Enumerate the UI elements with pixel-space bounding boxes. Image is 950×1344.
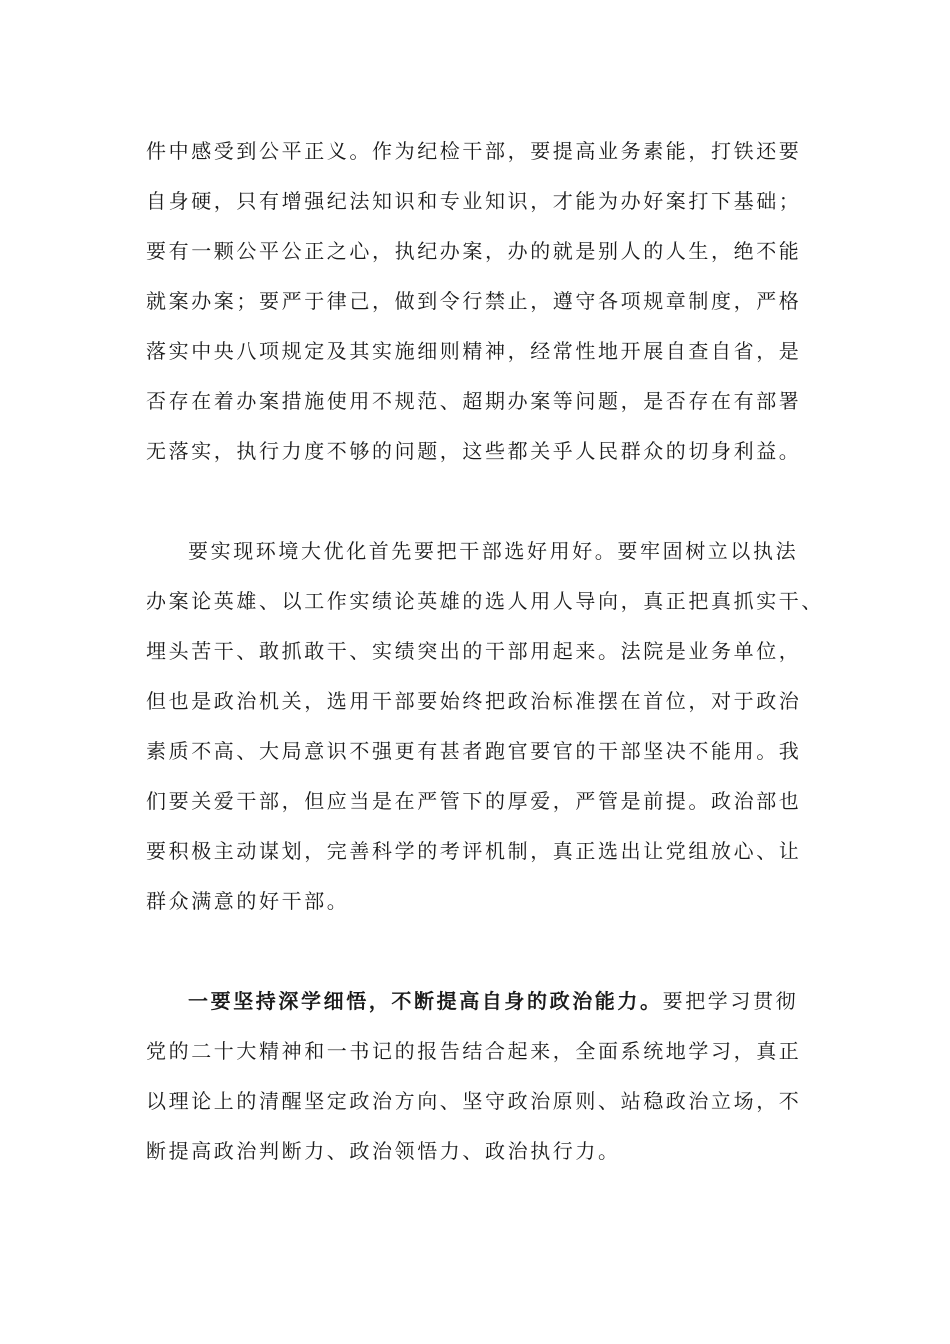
paragraph-1-line: 就案办案；要严于律己，做到令行禁止，遵守各项规章制度，严格 xyxy=(146,289,802,313)
paragraph-3-first-line-text: 要把学习贯彻 xyxy=(662,989,799,1013)
paragraph-2-line: 埋头苦干、敢抓敢干、实绩突出的干部用起来。法院是业务单位， xyxy=(146,639,802,663)
paragraph-2-line: 办案论英雄、以工作实绩论英雄的选人用人导向，真正把真抓实干、 xyxy=(146,589,824,613)
paragraph-2-line: 群众满意的好干部。 xyxy=(146,889,350,913)
paragraph-1-line: 无落实，执行力度不够的问题，这些都关乎人民群众的切身利益。 xyxy=(146,439,802,463)
paragraph-3-line: 以理论上的清醒坚定政治方向、坚守政治原则、站稳政治立场，不 xyxy=(146,1089,802,1113)
paragraph-1-line: 落实中央八项规定及其实施细则精神，经常性地开展自查自省，是 xyxy=(146,339,802,363)
paragraph-3-heading: 一要坚持深学细悟，不断提高自身的政治能力。 xyxy=(188,989,663,1013)
paragraph-3-line: 断提高政治判断力、政治领悟力、政治执行力。 xyxy=(146,1139,621,1163)
paragraph-1-line: 件中感受到公平正义。作为纪检干部，要提高业务素能，打铁还要 xyxy=(146,139,802,163)
paragraph-2-line: 要实现环境大优化首先要把干部选好用好。要牢固树立以执法 xyxy=(188,539,799,563)
paragraph-2-line: 但也是政治机关，选用干部要始终把政治标准摆在首位，对于政治 xyxy=(146,689,802,713)
paragraph-3-line: 党的二十大精神和一书记的报告结合起来，全面系统地学习，真正 xyxy=(146,1039,802,1063)
paragraph-2-line: 素质不高、大局意识不强更有甚者跑官要官的干部坚决不能用。我 xyxy=(146,739,802,763)
paragraph-2-line: 们要关爱干部，但应当是在严管下的厚爱，严管是前提。政治部也 xyxy=(146,789,802,813)
paragraph-1-line: 要有一颗公平公正之心，执纪办案，办的就是别人的人生，绝不能 xyxy=(146,239,802,263)
paragraph-1-line: 否存在着办案措施使用不规范、超期办案等问题，是否存在有部署 xyxy=(146,389,802,413)
paragraph-1-line: 自身硬，只有增强纪法知识和专业知识，才能为办好案打下基础； xyxy=(146,189,802,213)
paragraph-3-first-line xyxy=(188,986,798,1016)
paragraph-2-line: 要积极主动谋划，完善科学的考评机制，真正选出让党组放心、让 xyxy=(146,839,802,863)
